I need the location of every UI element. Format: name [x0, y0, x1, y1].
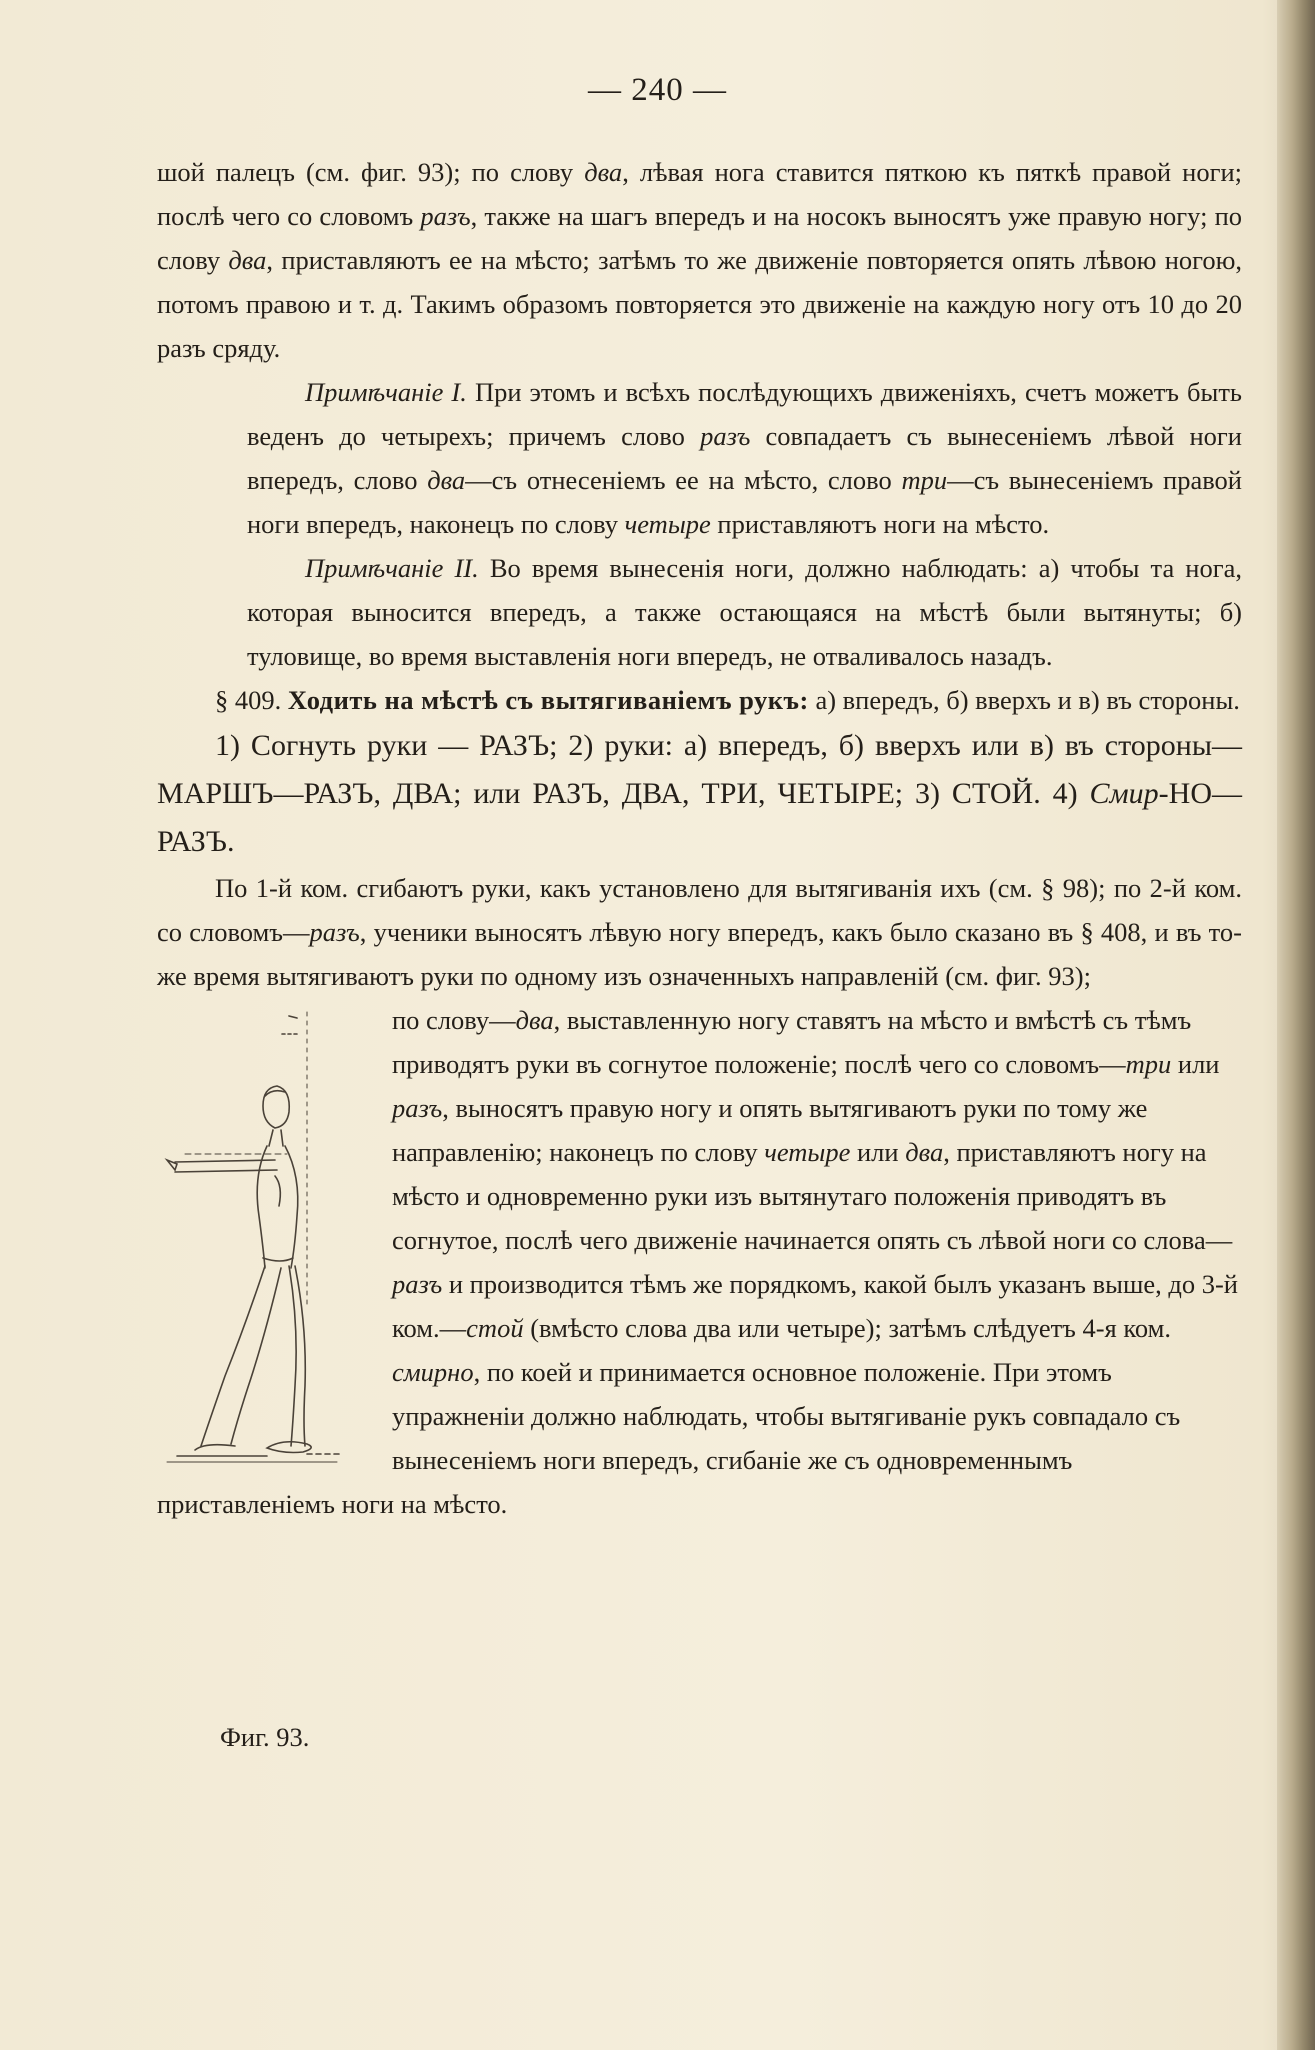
italic-word: разъ [420, 201, 471, 231]
italic-word: два [584, 157, 623, 187]
italic-word: разъ [392, 1269, 443, 1299]
book-spine-shadow [1277, 0, 1315, 2050]
note-title: Примѣчаніе I. [305, 377, 467, 407]
text-run: При этомъ и всѣхъ послѣдующихъ движеніяхъ, счетъ можетъ быть веденъ до четырехъ; причемъ слово [247, 377, 1242, 451]
text-run: , выставленную ногу ставятъ на мѣсто и вмѣстѣ съ тѣмъ приводятъ руки въ согнутое положеніе; послѣ чего со словомъ— [392, 1005, 1192, 1079]
italic-word: два [905, 1137, 944, 1167]
note-two-text [247, 546, 1242, 678]
text-run: 1) Согнуть руки — РАЗЪ; 2) руки: а) впередъ, б) вверхъ или в) въ стороны—МАРШЪ—РАЗЪ, ДВА; или РАЗЪ, ДВА, ТРИ, ЧЕТЫРЕ; 3) СТОЙ. 4) [157, 729, 1242, 810]
text-run: , также на шагъ впередъ и на носокъ выносятъ уже правую ногу; по слову [157, 201, 1243, 275]
paragraph-instructions [157, 866, 1242, 998]
italic-word: четыре [624, 509, 711, 539]
section-heading [157, 678, 1242, 722]
italic-word: три [1125, 1049, 1172, 1079]
text-run: , приставляютъ ногу на мѣсто и одновременно руки изъ вытянутаго положенія приводятъ въ согнутое, послѣ чего движеніе начинается опять съ лѣвой ноги со слова— [392, 1137, 1233, 1255]
section-number: § 409. [215, 685, 282, 715]
text-run: и производится тѣмъ же порядкомъ, какой былъ указанъ выше, до 3-й ком.— [392, 1269, 1238, 1343]
page-body [157, 150, 1242, 1526]
text-run: или [1171, 1049, 1220, 1079]
text-run: -НО—РАЗЪ. [157, 777, 1242, 858]
command-sequence [157, 722, 1242, 866]
note-one-text [247, 370, 1242, 546]
italic-word: три [901, 465, 948, 495]
paragraph-continued [157, 150, 1242, 370]
text-run: шой палецъ (см. фиг. 93); по слову [157, 157, 585, 187]
italic-word: два [228, 245, 267, 275]
italic-word: смирно [392, 1357, 474, 1387]
walking-figure-illustration [157, 1004, 372, 1474]
italic-word: разъ [309, 917, 360, 947]
text-run: , приставляютъ ее на мѣсто; затѣмъ то же движеніе повторяется опять лѣвою ногою, потомъ правою и т. д. Такимъ образомъ повторяется это движеніе на каждую ногу отъ 10 до 20 разъ сряду. [157, 245, 1243, 363]
text-run: (вмѣсто слова два или четыре); затѣмъ слѣдуетъ 4-я ком. [523, 1313, 1172, 1343]
section-title: Ходить на мѣстѣ съ вытягиваніемъ рукъ: [287, 685, 809, 715]
note-two [157, 546, 1242, 678]
text-run: По 1-й ком. сгибаютъ руки, какъ установлено для вытягиванія ихъ (см. § 98); по 2-й ком. со словомъ— [157, 873, 1242, 947]
italic-word: разъ [700, 421, 751, 451]
italic-word: разъ [392, 1093, 443, 1123]
figure-wrap-block [157, 998, 1242, 1526]
italic-word: стой [466, 1313, 524, 1343]
italic-word: четыре [764, 1137, 851, 1167]
page-number: — 240 — [588, 72, 727, 108]
text-run: , выносятъ правую ногу и опять вытягиваютъ руки по тому же направленію; наконецъ по слову [392, 1093, 1148, 1167]
text-run: —съ отнесеніемъ ее на мѣсто, слово [465, 465, 902, 495]
italic-word: два [427, 465, 466, 495]
text-run: , ученики выносятъ лѣвую ногу впередъ, какъ было сказано въ § 408, и въ то-же время вытягиваютъ руки по одному изъ означенныхъ направленій (см. фиг. 93); [157, 917, 1242, 991]
walking-figure-icon [157, 1004, 372, 1474]
text-run: по слову— [392, 1005, 516, 1035]
text-run: совпадаетъ съ вынесеніемъ лѣвой ноги впередъ, слово [247, 421, 1242, 495]
text-run: приставляютъ ноги на мѣсто. [710, 509, 1050, 539]
text-run: Во время вынесенія ноги, должно наблюдать: а) чтобы та нога, которая выносится впередъ, а также остающаяся на мѣстѣ были вытянуты; б) туловище, во время выставленія ноги впередъ, не отваливалось назадъ. [247, 553, 1242, 671]
text-run: —съ вынесеніемъ правой ноги впередъ, наконецъ по слову [247, 465, 1242, 539]
text-run: , по коей и принимается основное положеніе. При этомъ упражненіи должно наблюдать, чтобы вытягиваніе рукъ совпадало съ вынесеніемъ ноги впередъ, сгибаніе же съ одновременнымъ приставленіемъ ноги на мѣсто. [157, 1357, 1181, 1519]
note-title: Примѣчаніе II. [305, 553, 479, 583]
note-one [157, 370, 1242, 546]
italic-word: два [515, 1005, 554, 1035]
text-run: , лѣвая нога ставится пяткою къ пяткѣ правой ноги; послѣ чего со словомъ [157, 157, 1243, 231]
text-run: или [850, 1137, 906, 1167]
text-run: а) впередъ, б) вверхъ и в) въ стороны. [808, 685, 1240, 715]
italic-word: Смир [1089, 777, 1159, 810]
figure-caption: Фиг. 93. [220, 1722, 310, 1752]
